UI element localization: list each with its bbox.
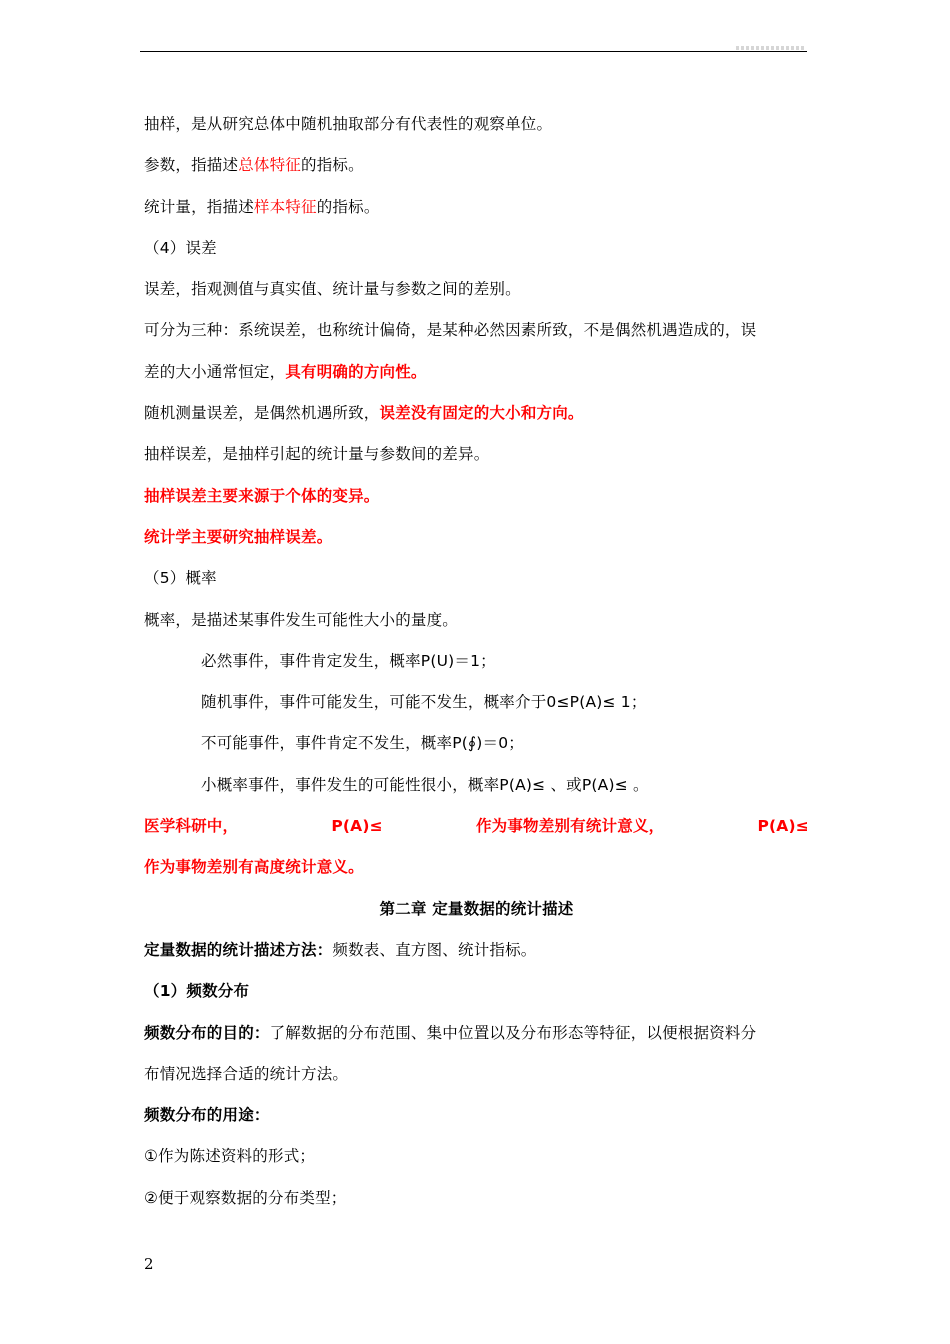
highlight-statistics-focus: 统计学主要研究抽样误差。 [144,527,333,546]
list-item-certain-event: 必然事件，事件肯定发生，概率P(U)＝1； [201,651,496,670]
heading-frequency-distribution: （1）频数分布 [144,982,250,1001]
list-item-use-2: ②便于观察数据的分布类型； [144,1188,347,1207]
paragraph-sampling: 抽样，是从研究总体中随机抽取部分有代表性的观察单位。 [144,115,553,133]
paragraph-statistic: 统计量，指描述样本特征的指标。 [144,197,380,216]
list-item-random-event: 随机事件，事件可能发生，可能不发生，概率介于0≤P(A)≤ 1； [201,693,647,712]
paragraph-parameter: 参数，指描述总体特征的指标。 [144,156,364,175]
header-watermark [736,46,804,50]
paragraph-probability-definition: 概率，是描述某事件发生可能性大小的量度。 [144,610,459,629]
paragraph-error-types-cont: 差的大小通常恒定，具有明确的方向性。 [144,362,427,381]
paragraph-frequency-purpose: 频数分布的目的：了解数据的分布范围、集中位置以及分布形态等特征，以便根据资料分 [144,1023,757,1042]
chapter-title: 第二章 定量数据的统计描述 [379,899,574,918]
page-content [144,104,809,1219]
paragraph-sampling-error: 抽样误差，是抽样引起的统计量与参数间的差异。 [144,445,490,464]
header-rule [140,51,807,52]
list-item-small-probability-event: 小概率事件，事件发生的可能性很小，概率P(A)≤ 、或P(A)≤ 。 [201,775,649,794]
paragraph-random-error: 随机测量误差，是偶然机遇所致，误差没有固定的大小和方向。 [144,404,584,423]
highlight-no-fixed-direction: 误差没有固定的大小和方向。 [379,404,584,423]
page-number: 2 [144,1255,154,1273]
list-item-use-1: ①作为陈述资料的形式； [144,1147,316,1166]
paragraph-error-definition: 误差，指观测值与真实值、统计量与参数之间的差别。 [144,280,521,299]
highlight-population-feature: 总体特征 [238,156,302,175]
highlight-sampling-error-source: 抽样误差主要来源于个体的变异。 [144,486,380,505]
paragraph-medical-research-cont: 作为事物差别有高度统计意义。 [144,858,364,877]
highlight-direction: 具有明确的方向性。 [285,362,427,381]
heading-probability: （5）概率 [144,569,217,588]
highlight-sample-feature: 样本特征 [253,197,317,216]
paragraph-frequency-purpose-cont: 布情况选择合适的统计方法。 [144,1064,349,1083]
heading-error: （4）误差 [144,238,217,257]
paragraph-medical-research: 医学科研中， P(A)≤ 作为事物差别有统计意义， P(A)≤ [144,817,809,836]
paragraph-description-methods: 定量数据的统计描述方法：频数表、直方图、统计指标。 [144,940,537,959]
paragraph-error-types: 可分为三种：系统误差，也称统计偏倚，是某种必然因素所致，不是偶然机遇造成的，误 [144,321,757,340]
heading-frequency-uses: 频数分布的用途： [144,1106,270,1125]
list-item-impossible-event: 不可能事件，事件肯定不发生，概率P(∮)＝0； [201,734,524,753]
